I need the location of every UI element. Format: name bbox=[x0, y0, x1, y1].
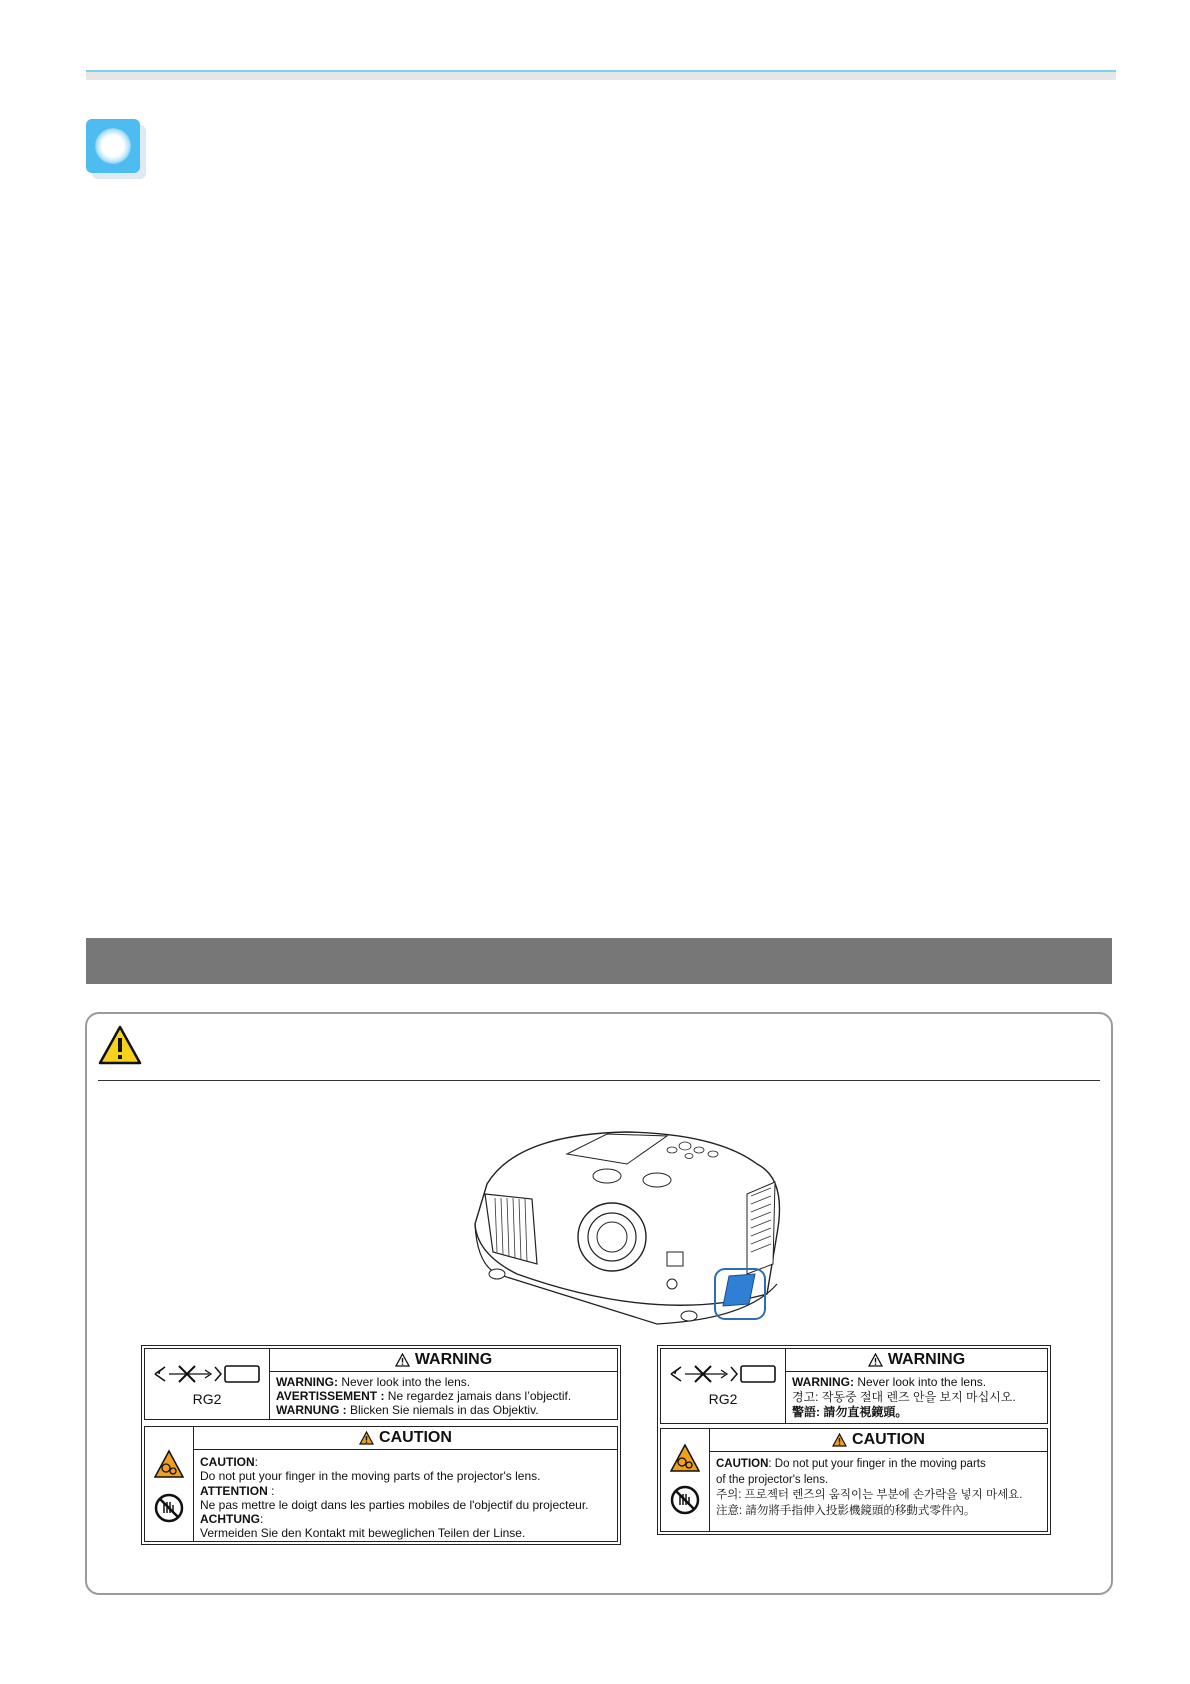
no-touch-icon bbox=[154, 1493, 184, 1523]
warning-outline-icon bbox=[395, 1353, 410, 1367]
caution-row bbox=[660, 1428, 1048, 1532]
warning-outline-icon bbox=[868, 1353, 883, 1367]
no-touch-icon bbox=[670, 1485, 700, 1515]
section-header-bar bbox=[86, 938, 1112, 984]
lens-label-multilingual bbox=[141, 1345, 621, 1545]
caution-text: CAUTION: Do not put your finger in the moving parts of the projector's lens. ATTENTION : Ne pas mettre le doigt dans les parties mobiles de l'objectif du projecteur. ACHTUNG: Vermeiden Sie den Kontakt mit beweglichen Teilen der Linse. bbox=[200, 1455, 589, 1541]
caution-header: CAUTION bbox=[194, 1427, 617, 1450]
moving-parts-icon bbox=[154, 1449, 184, 1479]
laser-symbol-cell bbox=[661, 1349, 786, 1423]
caution-triangle-icon bbox=[832, 1433, 847, 1447]
warning-row bbox=[660, 1348, 1048, 1424]
header-rule bbox=[86, 70, 1116, 80]
warning-panel bbox=[85, 1012, 1113, 1595]
warning-triangle-icon bbox=[98, 1025, 142, 1065]
warning-header: WARNING bbox=[270, 1349, 617, 1372]
eye-laser-icon bbox=[669, 1363, 777, 1385]
chapter-marker-icon bbox=[86, 119, 140, 173]
caution-row bbox=[144, 1426, 618, 1542]
caution-text: CAUTION: Do not put your finger in the moving parts of the projector's lens. 주의: 프로젝터 렌즈의 움직이는 부분에 손가락을 넣지 마세요. 注意: 請勿將手指伸入投影機鏡頭的移動式零件內。 bbox=[716, 1458, 1023, 1517]
warning-text: WARNING: Never look into the lens. 경고: 작동중 절대 렌즈 안을 보지 마십시오. 警語: 請勿直視鏡頭。 bbox=[792, 1375, 1016, 1419]
risk-group-text: RG2 bbox=[192, 1391, 222, 1407]
projector-illustration bbox=[457, 1124, 837, 1344]
warning-header: WARNING bbox=[786, 1349, 1047, 1372]
caution-triangle-icon bbox=[359, 1431, 374, 1445]
risk-group-text: RG2 bbox=[708, 1391, 738, 1407]
warning-divider bbox=[98, 1080, 1100, 1081]
laser-symbol-cell bbox=[145, 1349, 270, 1419]
warning-row bbox=[144, 1348, 618, 1420]
caution-pictogram-cell bbox=[661, 1429, 710, 1531]
warning-text: WARNING: Never look into the lens. AVERTISSEMENT : Ne regardez jamais dans l’objectif. WARNUNG : Blicken Sie niemals in das Objektiv. bbox=[276, 1375, 572, 1417]
caution-pictogram-cell bbox=[145, 1427, 194, 1541]
lens-label-asian bbox=[657, 1345, 1051, 1535]
moving-parts-icon bbox=[670, 1443, 700, 1473]
caution-header: CAUTION bbox=[710, 1429, 1047, 1452]
eye-laser-icon bbox=[153, 1363, 261, 1385]
